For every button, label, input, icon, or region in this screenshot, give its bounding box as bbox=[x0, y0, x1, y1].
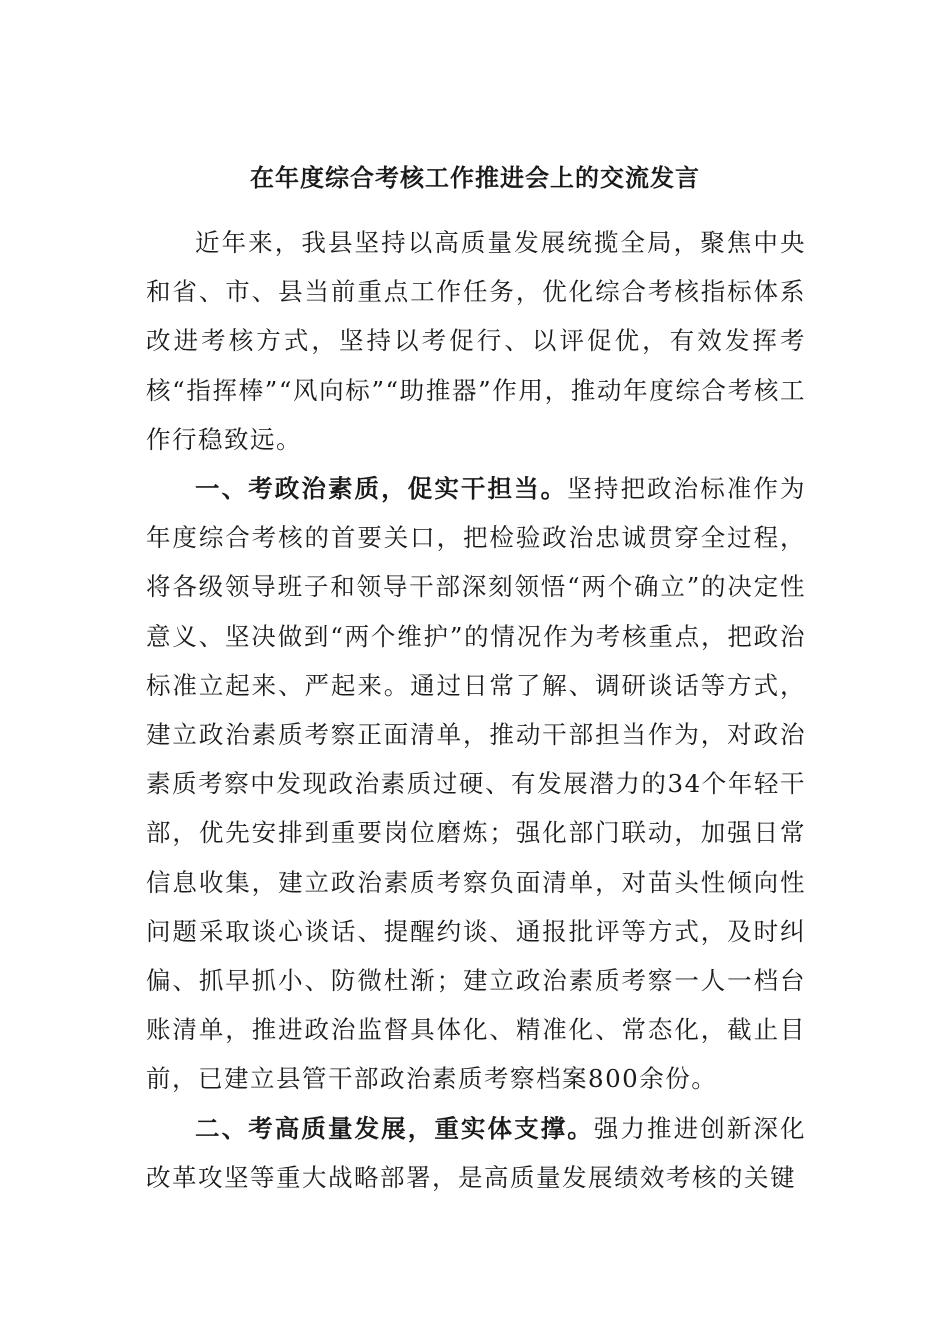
document-title: 在年度综合考核工作推进会上的交流发言 bbox=[250, 163, 700, 192]
intro-paragraph bbox=[146, 218, 806, 464]
paragraph-text: 坚持把政治标准作为年度综合考核的首要关口，把检验政治忠诚贯穿全过程，将各级领导班子和领导干部深刻领悟“两个确立”的决定性意义、坚决做到“两个维护”的情况作为考核重点，把政治标准立起来、严起来。通过日常了解、调研谈话等方式，建立政治素质考察正面清单，推动干部担当作为，对政治素质考察中发现政治素质过硬、有发展潜力的34个年轻干部，优先安排到重要岗位磨炼；强化部门联动，加强日常信息收集，建立政治素质考察负面清单，对苗头性倾向性问题采取谈心谈话、提醒约谈、通报批评等方式，及时纠偏、抓早抓小、防微杜渐；建立政治素质考察一人一档台账清单，推进政治监督具体化、精准化、常态化，截止目前，已建立县管干部政治素质考察档案800余份。 bbox=[146, 474, 807, 1094]
paragraph-text: 近年来，我县坚持以高质量发展统揽全局，聚焦中央和省、市、县当前重点工作任务，优化综合考核指标体系改进考核方式，坚持以考促行、以评促优，有效发挥考核“指挥棒”“风向标”“助推器”作用，推动年度综合考核工作行稳致远。 bbox=[146, 228, 806, 454]
section-paragraph-1 bbox=[146, 464, 806, 1104]
section-paragraph-2 bbox=[146, 1104, 806, 1202]
document-body bbox=[146, 218, 806, 1202]
section-heading-1: 一、考政治素质，促实干担当。 bbox=[195, 474, 568, 504]
paragraph-text: 强力推进创新深化改革攻坚等重大战略部署，是高质量发展绩效考核的关键 bbox=[146, 1113, 807, 1192]
section-heading-2: 二、考高质量发展，重实体支撑。 bbox=[195, 1113, 594, 1143]
